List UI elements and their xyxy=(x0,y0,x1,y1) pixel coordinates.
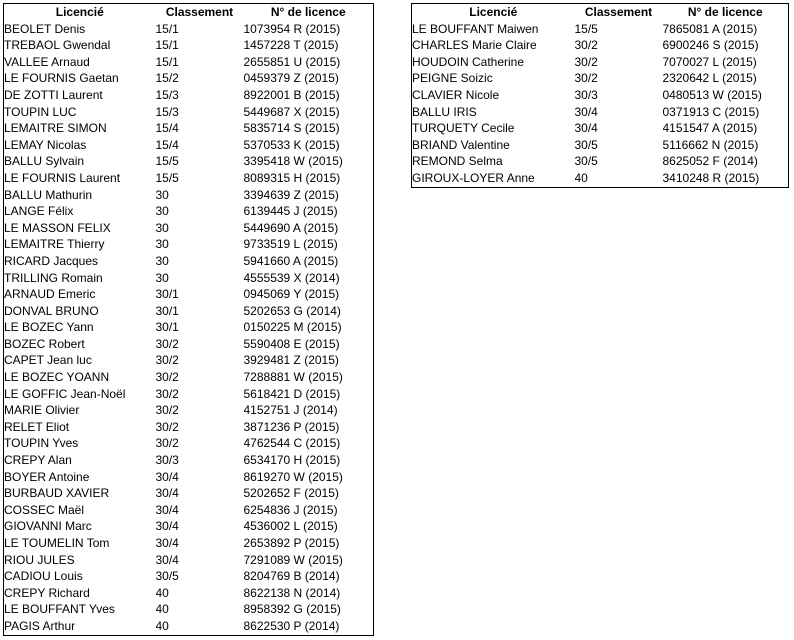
player-name: CREPY Alan xyxy=(4,453,72,468)
player-classement: 30/2 xyxy=(574,71,598,86)
player-classement: 30 xyxy=(155,220,169,235)
player-licence: 3410248 R (2015) xyxy=(662,170,760,185)
player-name: RICARD Jacques xyxy=(4,253,99,268)
player-licence: 0480513 W (2015) xyxy=(662,87,762,102)
table-row xyxy=(4,485,374,502)
player-name: PEIGNE Soizic xyxy=(412,71,493,86)
player-classement: 15/5 xyxy=(155,154,179,169)
player-licence: 8089315 H (2015) xyxy=(243,170,341,185)
table-row xyxy=(4,601,374,618)
player-licence: 8619270 W (2015) xyxy=(243,469,343,484)
player-classement: 30/2 xyxy=(155,353,179,368)
player-classement: 30/2 xyxy=(155,436,179,451)
player-licence: 8622138 N (2014) xyxy=(243,585,341,600)
table-row xyxy=(4,585,374,602)
player-classement: 30/3 xyxy=(574,87,598,102)
table-row xyxy=(4,518,374,535)
player-licence: 8625052 F (2014) xyxy=(662,154,758,169)
header-licencie: Licencié xyxy=(469,5,518,19)
player-name: LANGE Félix xyxy=(4,204,74,219)
player-classement: 40 xyxy=(155,585,169,600)
player-name: VALLEE Arnaud xyxy=(4,54,90,69)
player-name: BALLU IRIS xyxy=(412,104,477,119)
player-licence: 0150225 M (2015) xyxy=(243,320,342,335)
player-classement: 15/4 xyxy=(155,121,179,136)
player-name: REMOND Selma xyxy=(412,154,503,169)
player-licence: 7865081 A (2015) xyxy=(662,21,758,36)
player-licence: 9733519 L (2015) xyxy=(243,237,338,252)
header-row xyxy=(412,4,789,21)
header-row xyxy=(4,4,374,21)
player-name: LEMAITRE SIMON xyxy=(4,121,107,136)
player-name: CADIOU Louis xyxy=(4,569,83,584)
player-name: BALLU Sylvain xyxy=(4,154,85,169)
header-licence: N° de licence xyxy=(687,5,763,19)
player-classement: 30/5 xyxy=(574,154,598,169)
player-classement: 15/1 xyxy=(155,21,179,36)
player-licence: 6534170 H (2015) xyxy=(243,453,341,468)
table-row xyxy=(4,502,374,519)
player-classement: 30/4 xyxy=(574,121,598,136)
player-classement: 30/5 xyxy=(574,137,598,152)
player-name: RIOU JULES xyxy=(4,552,75,567)
player-name: COSSEC Maël xyxy=(4,502,85,517)
player-name: LE BOZEC YOANN xyxy=(4,370,110,385)
player-licence: 4536002 L (2015) xyxy=(243,519,338,534)
player-name: TRILLING Romain xyxy=(4,270,103,285)
table-row xyxy=(412,70,789,87)
table-row xyxy=(412,37,789,54)
player-licence: 3394639 Z (2015) xyxy=(243,187,339,202)
player-classement: 40 xyxy=(155,602,169,617)
player-licence: 7070027 L (2015) xyxy=(662,54,757,69)
table-row xyxy=(412,54,789,71)
table-row xyxy=(4,469,374,486)
table-row xyxy=(4,170,374,187)
player-classement: 30/2 xyxy=(155,336,179,351)
table-row xyxy=(4,568,374,585)
player-name: RELET Eliot xyxy=(4,419,70,434)
player-classement: 30/2 xyxy=(155,370,179,385)
player-licence: 5202652 F (2015) xyxy=(243,486,339,501)
player-name: CHARLES Marie Claire xyxy=(412,38,537,53)
table-row xyxy=(412,87,789,104)
player-classement: 30 xyxy=(155,270,169,285)
player-classement: 30/2 xyxy=(155,386,179,401)
player-classement: 30/4 xyxy=(155,469,179,484)
header-licencie: Licencié xyxy=(55,5,104,19)
header-licence: N° de licence xyxy=(270,5,346,19)
player-licence: 1073954 R (2015) xyxy=(243,21,341,36)
player-licence: 5202653 G (2014) xyxy=(243,303,341,318)
player-name: LE GOFFIC Jean-Noël xyxy=(4,386,126,401)
table-row xyxy=(412,137,789,154)
table-row xyxy=(4,319,374,336)
player-licence: 2320642 L (2015) xyxy=(662,71,757,86)
table-row xyxy=(4,336,374,353)
player-classement: 30 xyxy=(155,253,169,268)
player-name: LEMAITRE Thierry xyxy=(4,237,105,252)
table-row xyxy=(4,369,374,386)
player-classement: 40 xyxy=(155,618,169,633)
table-row xyxy=(4,21,374,38)
table-row xyxy=(4,386,374,403)
table-row xyxy=(4,104,374,121)
player-name: TOUPIN Yves xyxy=(4,436,79,451)
player-name: GIOVANNI Marc xyxy=(4,519,92,534)
player-classement: 40 xyxy=(574,170,588,185)
player-name: DONVAL BRUNO xyxy=(4,303,99,318)
table-row xyxy=(4,270,374,287)
player-name: CREPY Richard xyxy=(4,585,90,600)
player-licence: 3929481 Z (2015) xyxy=(243,353,339,368)
player-classement: 30/4 xyxy=(155,502,179,517)
table-row xyxy=(412,21,789,38)
table-row xyxy=(4,452,374,469)
table-row xyxy=(4,303,374,320)
table-row xyxy=(4,286,374,303)
table-row xyxy=(4,352,374,369)
player-name: BEOLET Denis xyxy=(4,21,86,36)
player-name: CAPET Jean luc xyxy=(4,353,92,368)
player-licence: 0459379 Z (2015) xyxy=(243,71,339,86)
player-name: BRIAND Valentine xyxy=(412,137,510,152)
player-classement: 30/2 xyxy=(155,419,179,434)
player-licence: 5941660 A (2015) xyxy=(243,253,339,268)
player-licence: 0371913 C (2015) xyxy=(662,104,760,119)
table-row xyxy=(412,104,789,121)
player-classement: 30/4 xyxy=(155,552,179,567)
player-name: ARNAUD Emeric xyxy=(4,287,96,302)
player-licence: 6900246 S (2015) xyxy=(662,38,759,53)
player-licence: 7288881 W (2015) xyxy=(243,370,343,385)
player-classement: 30 xyxy=(155,237,169,252)
player-classement: 15/1 xyxy=(155,54,179,69)
table-row xyxy=(4,435,374,452)
player-licence: 0945069 Y (2015) xyxy=(243,287,340,302)
player-classement: 30/2 xyxy=(574,54,598,69)
player-licence: 5590408 E (2015) xyxy=(243,336,340,351)
table-row xyxy=(4,618,374,635)
player-classement: 30/2 xyxy=(155,403,179,418)
player-name: BURBAUD XAVIER xyxy=(4,486,110,501)
player-licence: 5449687 X (2015) xyxy=(243,104,340,119)
table-row xyxy=(4,402,374,419)
player-licence: 8622530 P (2014) xyxy=(243,618,340,633)
table-row xyxy=(412,170,789,187)
table-row xyxy=(4,54,374,71)
player-name: LE BOUFFANT Yves xyxy=(4,602,115,617)
table-row xyxy=(4,120,374,137)
table-row xyxy=(4,87,374,104)
table-row xyxy=(4,187,374,204)
player-name: MARIE Olivier xyxy=(4,403,80,418)
player-classement: 15/5 xyxy=(155,170,179,185)
table-row xyxy=(4,37,374,54)
player-classement: 30 xyxy=(155,187,169,202)
player-licence: 5618421 D (2015) xyxy=(243,386,341,401)
player-name: LE BOUFFANT Maiwen xyxy=(412,21,539,36)
player-name: LE BOZEC Yann xyxy=(4,320,94,335)
player-classement: 30/4 xyxy=(155,519,179,534)
table-row xyxy=(4,236,374,253)
player-name: BALLU Mathurin xyxy=(4,187,93,202)
player-name: LE MASSON FELIX xyxy=(4,220,111,235)
player-name: HOUDOIN Catherine xyxy=(412,54,525,69)
player-licence: 5116662 N (2015) xyxy=(662,137,759,152)
player-classement: 15/2 xyxy=(155,71,179,86)
table-row xyxy=(4,153,374,170)
player-name: PAGIS Arthur xyxy=(4,618,76,633)
player-licence: 4151547 A (2015) xyxy=(662,121,758,136)
player-licence: 8958392 G (2015) xyxy=(243,602,341,617)
player-name: LE FOURNIS Laurent xyxy=(4,170,121,185)
player-classement: 30/4 xyxy=(155,536,179,550)
player-licence: 2655851 U (2015) xyxy=(243,54,341,69)
player-licence: 7291089 W (2015) xyxy=(243,552,343,567)
table-row xyxy=(412,120,789,137)
player-classement: 30/5 xyxy=(155,569,179,584)
player-classement: 30/1 xyxy=(155,303,179,318)
table-row xyxy=(4,552,374,569)
table-row xyxy=(4,253,374,270)
women-roster-table xyxy=(411,3,789,188)
player-licence: 4762544 C (2015) xyxy=(243,436,341,451)
player-name: LE FOURNIS Gaetan xyxy=(4,71,119,86)
player-name: LEMAY Nicolas xyxy=(4,137,87,152)
player-licence: 1457228 T (2015) xyxy=(243,38,339,53)
table-row xyxy=(4,535,374,552)
player-name: BOYER Antoine xyxy=(4,469,90,484)
player-licence: 4152751 J (2014) xyxy=(243,403,338,418)
player-licence: 6139445 J (2015) xyxy=(243,204,338,219)
player-licence: 8922001 B (2015) xyxy=(243,87,340,102)
player-name: CLAVIER Nicole xyxy=(412,87,500,102)
table-row xyxy=(4,137,374,154)
player-classement: 30/1 xyxy=(155,287,179,302)
player-licence: 3871236 P (2015) xyxy=(243,419,340,434)
player-classement: 30/1 xyxy=(155,320,179,335)
player-licence: 5449690 A (2015) xyxy=(243,220,339,235)
table-row xyxy=(4,220,374,237)
player-classement: 30/4 xyxy=(155,486,179,501)
player-classement: 30 xyxy=(155,204,169,219)
player-classement: 15/4 xyxy=(155,137,179,152)
table-row xyxy=(412,153,789,170)
men-roster-table xyxy=(3,3,374,636)
player-licence: 8204769 B (2014) xyxy=(243,569,340,584)
player-classement: 30/3 xyxy=(155,453,179,468)
player-name: DE ZOTTI Laurent xyxy=(4,87,103,102)
player-licence: 3395418 W (2015) xyxy=(243,154,343,169)
header-classement: Classement xyxy=(584,5,653,19)
player-licence: 5370533 K (2015) xyxy=(243,137,340,152)
player-name: LE TOUMELIN Tom xyxy=(4,536,110,550)
player-name: TREBAOL Gwendal xyxy=(4,38,111,53)
player-name: TURQUETY Cecile xyxy=(412,121,515,136)
player-licence: 4555539 X (2014) xyxy=(243,270,340,285)
player-classement: 30/2 xyxy=(574,38,598,53)
player-licence: 2653892 P (2015) xyxy=(243,536,340,550)
player-classement: 15/1 xyxy=(155,38,179,53)
table-row xyxy=(4,419,374,436)
header-classement: Classement xyxy=(165,5,234,19)
player-name: TOUPIN LUC xyxy=(4,104,77,119)
player-classement: 30/4 xyxy=(574,104,598,119)
table-row xyxy=(4,203,374,220)
player-classement: 15/3 xyxy=(155,87,179,102)
player-name: BOZEC Robert xyxy=(4,336,85,351)
player-classement: 15/3 xyxy=(155,104,179,119)
player-licence: 6254836 J (2015) xyxy=(243,502,338,517)
player-name: GIROUX-LOYER Anne xyxy=(412,170,535,185)
player-classement: 15/5 xyxy=(574,21,598,36)
player-licence: 5835714 S (2015) xyxy=(243,121,340,136)
table-row xyxy=(4,70,374,87)
